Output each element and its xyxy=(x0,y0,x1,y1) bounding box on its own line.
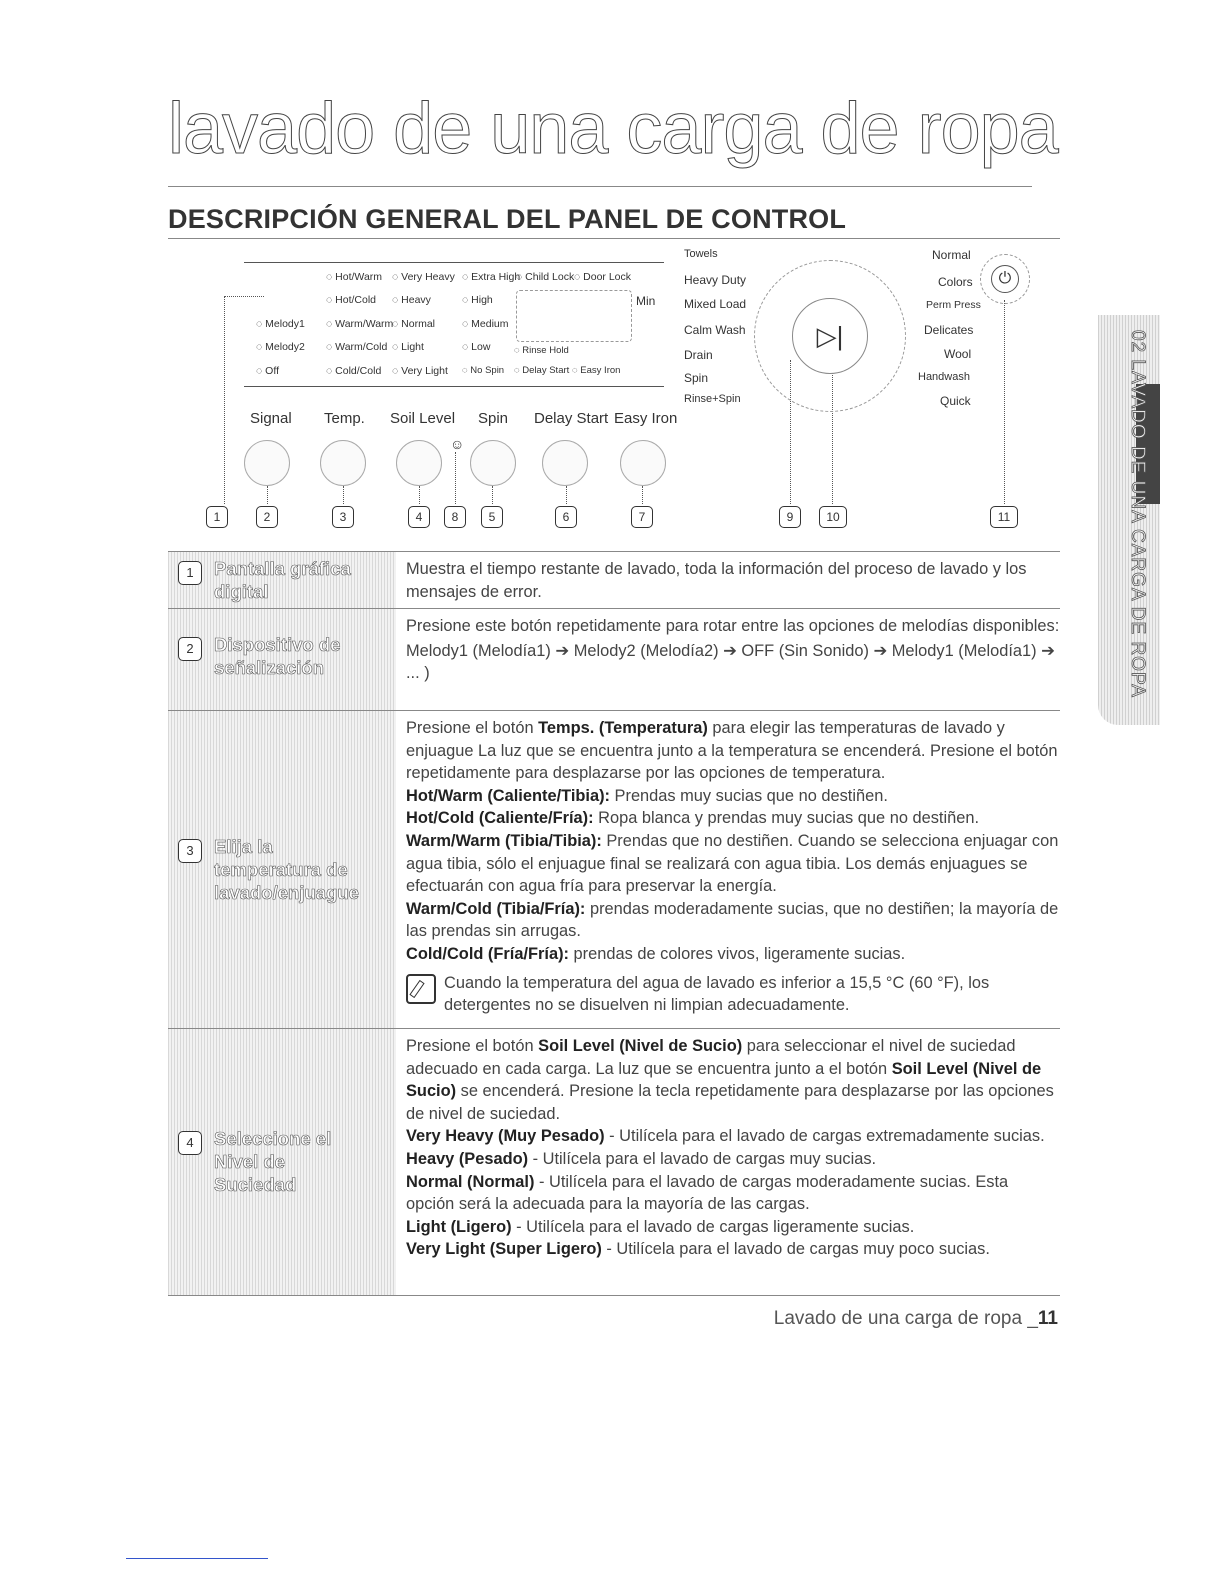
callout-7: 7 xyxy=(631,506,653,528)
panel-bottom-line xyxy=(244,386,664,387)
spin-button[interactable] xyxy=(470,440,516,486)
temp-option: Warm/Cold (Tibia/Fría): prendas moderadamente sucias, que no destiñen; la mayoría de las prendas sin arrugas. xyxy=(406,899,1059,941)
row-number: 3 xyxy=(178,839,202,863)
page-title: lavado de una carga de ropa xyxy=(168,89,1058,169)
panel-top-line xyxy=(244,262,664,263)
cycle-quick: Quick xyxy=(940,394,971,408)
cycle-heavy-duty: Heavy Duty xyxy=(684,273,747,287)
easy-iron-label: Easy Iron xyxy=(614,410,678,427)
cycle-normal: Normal xyxy=(932,248,971,262)
child-lock-icon: ☺ xyxy=(450,436,465,452)
temp-option: Hot/Cold (Caliente/Fría): Ropa blanca y prendas muy sucias que no destiñen. xyxy=(406,809,980,828)
row-number: 4 xyxy=(178,1131,202,1155)
row-title: Dispositivo de señalización xyxy=(214,634,341,678)
description-text: Presione este botón repetidamente para rotar entre las opciones de melodías disponibles: xyxy=(406,617,1060,635)
control-panel-diagram xyxy=(0,0,1224,540)
table-row xyxy=(168,710,1060,1029)
led-very-light: ◌ Very Light xyxy=(392,365,448,377)
leader-5 xyxy=(492,486,493,504)
table-row xyxy=(168,551,1060,609)
soil-option: Light (Ligero) - Utilícela para el lavado de cargas ligeramente sucias. xyxy=(406,1217,915,1236)
note-text: Cuando la temperatura del agua de lavado es inferior a 15,5 °C (60 °F), los detergentes no se disuelven ni limpian adecuadamente. xyxy=(444,973,990,1015)
callout-11: 11 xyxy=(990,506,1018,528)
callout-2: 2 xyxy=(256,506,278,528)
callout-8: 8 xyxy=(444,506,466,528)
description-text: Presione el botón Soil Level (Nivel de Sucio) para seleccionar el nivel de suciedad adecuado en cada carga. La luz que se encuentra junto a el botón Soil Level (Nivel de Sucio) se encenderá. Presione la tecla repetidamente para desplazarse por las opciones de nivel de suciedad. xyxy=(406,1037,1054,1123)
row-label-cell xyxy=(168,552,396,609)
play-pause-icon: ▷| xyxy=(816,321,844,351)
soil-option: Normal (Normal) - Utilícela para el lavado de cargas moderadamente sucias. Esta opción será la adecuada para la mayoría de las cargas. xyxy=(406,1172,1009,1214)
callout-4: 4 xyxy=(408,506,430,528)
power-icon: ⏻ xyxy=(991,265,1019,293)
led-rinse-hold: ◌ Rinse Hold xyxy=(514,345,569,356)
led-no-spin: ◌ No Spin xyxy=(462,365,504,376)
led-cold-cold: ◌ Cold/Cold xyxy=(326,365,381,377)
cycle-calm-wash: Calm Wash xyxy=(684,323,746,337)
signal-button[interactable] xyxy=(244,440,290,486)
led-light: ◌ Light xyxy=(392,341,424,353)
callout-5: 5 xyxy=(481,506,503,528)
callout-1: 1 xyxy=(206,506,228,528)
leader-11 xyxy=(1004,300,1005,504)
soil-option: Very Heavy (Muy Pesado) - Utilícela para el lavado de cargas extremadamente sucias. xyxy=(406,1127,1045,1146)
cycle-colors: Colors xyxy=(938,275,973,289)
row-title: Pantalla gráfica digital xyxy=(214,558,351,602)
led-normal: ◌ Normal xyxy=(392,318,435,330)
row-label-cell xyxy=(168,711,396,1029)
display-min-label: Min xyxy=(636,294,656,308)
description-text: Muestra el tiempo restante de lavado, toda la información del proceso de lavado y los mensajes de error. xyxy=(406,560,1027,601)
callout-9: 9 xyxy=(779,506,801,528)
led-medium: ◌ Medium xyxy=(462,318,509,330)
temp-option: Cold/Cold (Fría/Fría): prendas de colores vivos, ligeramente sucias. xyxy=(406,944,906,963)
start-pause-button[interactable] xyxy=(792,298,868,374)
delay-start-label: Delay Start xyxy=(534,410,609,427)
power-button[interactable] xyxy=(980,254,1030,304)
display-leader-line xyxy=(224,296,264,297)
row-number: 2 xyxy=(178,637,202,661)
temp-label: Temp. xyxy=(324,410,365,427)
leader-1 xyxy=(224,296,225,504)
note-pencil-icon xyxy=(406,974,436,1004)
row-description xyxy=(406,717,1060,1017)
melody-sequence-text: Melody1 (Melodía1) ➔ Melody2 (Melodía2) ➔ OFF (Sin Sonido) ➔ Melody1 (Melodía1) ➔ ... ) xyxy=(406,641,1055,683)
led-warm-warm: ◌ Warm/Warm xyxy=(326,318,393,330)
led-hot-cold: ◌ Hot/Cold xyxy=(326,294,376,306)
row-title: Elija la temperatura de lavado/enjuague xyxy=(214,836,359,903)
cycle-towels: Towels xyxy=(684,248,718,260)
table-row xyxy=(168,1028,1060,1296)
led-melody2: ◌ Melody2 xyxy=(256,341,305,353)
led-door-lock: ◌ Door Lock xyxy=(574,271,631,283)
temp-button[interactable] xyxy=(320,440,366,486)
description-text: Presione el botón Temps. (Temperatura) para elegir las temperaturas de lavado y enjuague La luz que se encuentra junto a la temperatura se encenderá. Presione el botón repetidamente para desplazarse por las opciones de temperatura. xyxy=(406,719,1058,783)
cycle-drain: Drain xyxy=(684,348,713,362)
leader-8 xyxy=(455,452,456,504)
delay-start-button[interactable] xyxy=(542,440,588,486)
note-box xyxy=(406,972,1060,1017)
row-label-cell xyxy=(168,1029,396,1295)
led-off: ◌ Off xyxy=(256,365,279,377)
led-high: ◌ High xyxy=(462,294,493,306)
temp-option: Warm/Warm (Tibia/Tibia): Prendas que no destiñen. Cuando se selecciona enjuagar con agua tibia, sólo el enjuague final se realizará con agua tibia. Los demás enjuagues se efectuarán con agua fría para preservar la energía. xyxy=(406,831,1059,896)
soil-level-label: Soil Level xyxy=(390,410,456,427)
spin-label: Spin xyxy=(478,410,509,427)
led-easy-iron: ◌ Easy Iron xyxy=(572,365,620,376)
soil-level-button[interactable] xyxy=(396,440,442,486)
soil-option: Heavy (Pesado) - Utilícela para el lavado de cargas muy sucias. xyxy=(406,1149,877,1168)
page-number: 11 xyxy=(1037,1308,1058,1329)
digital-display xyxy=(516,290,632,342)
row-title: Seleccione el Nivel de Suciedad xyxy=(214,1128,332,1195)
chapter-side-tab-label: 02 LAVADO DE UNA CARGA DE ROPA xyxy=(1127,330,1148,698)
callout-6: 6 xyxy=(555,506,577,528)
cycle-spin: Spin xyxy=(684,371,709,385)
led-child-lock: ◌ Child Lock xyxy=(516,271,574,283)
cycle-mixed-load: Mixed Load xyxy=(684,297,747,311)
leader-3 xyxy=(343,486,344,504)
leader-6 xyxy=(566,486,567,504)
soil-option: Very Light (Super Ligero) - Utilícela para el lavado de cargas muy poco sucias. xyxy=(406,1240,990,1259)
row-description xyxy=(406,558,1060,603)
led-delay-start: ◌ Delay Start xyxy=(514,365,569,376)
signal-label: Signal xyxy=(250,410,292,427)
temp-option: Hot/Warm (Caliente/Tibia): Prendas muy sucias que no destiñen. xyxy=(406,786,888,805)
led-low: ◌ Low xyxy=(462,341,490,353)
led-very-heavy: ◌ Very Heavy xyxy=(392,271,455,283)
callout-10: 10 xyxy=(819,506,847,528)
led-warm-cold: ◌ Warm/Cold xyxy=(326,341,387,353)
callout-3: 3 xyxy=(332,506,354,528)
cycle-handwash: Handwash xyxy=(918,371,970,383)
table-row xyxy=(168,608,1060,711)
cycle-perm-press: Perm Press xyxy=(926,299,981,311)
cycle-delicates: Delicates xyxy=(924,323,974,337)
leader-7 xyxy=(642,486,643,504)
cycle-wool: Wool xyxy=(944,347,972,361)
row-description xyxy=(406,615,1060,685)
leader-2 xyxy=(267,486,268,504)
section-heading: DESCRIPCIÓN GENERAL DEL PANEL DE CONTROL xyxy=(168,204,847,234)
cycle-rinse-spin: Rinse+Spin xyxy=(684,393,741,405)
row-label-cell xyxy=(168,609,396,711)
led-heavy: ◌ Heavy xyxy=(392,294,431,306)
led-extra-high: ◌ Extra High xyxy=(462,271,520,283)
led-melody1: ◌ Melody1 xyxy=(256,318,305,330)
leader-4 xyxy=(419,486,420,504)
page-footer xyxy=(774,1308,1058,1330)
footer-label: Lavado de una carga de ropa _ xyxy=(773,1308,1038,1329)
row-description xyxy=(406,1035,1060,1261)
led-hot-warm: ◌ Hot/Warm xyxy=(326,271,382,283)
row-number: 1 xyxy=(178,561,202,585)
footnote-rule xyxy=(126,1558,268,1559)
easy-iron-button[interactable] xyxy=(620,440,666,486)
